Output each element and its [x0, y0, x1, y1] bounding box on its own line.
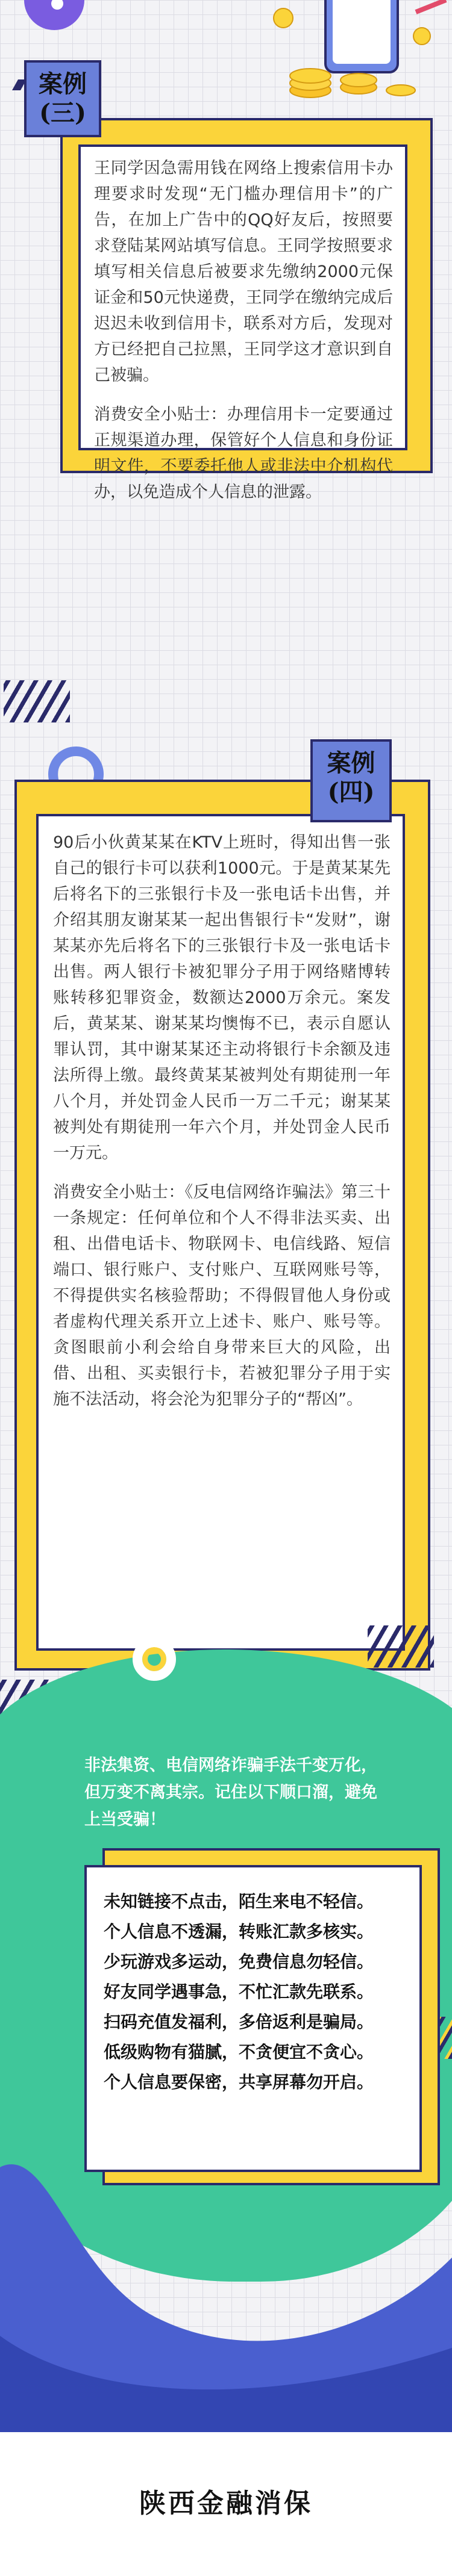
case3-label-line2: (三)	[39, 99, 86, 127]
rhyme-line: 低级购物有猫腻，不贪便宜不贪心。	[104, 2042, 374, 2062]
rhyme-line: 个人信息不透漏，转账汇款多核实。	[104, 1922, 374, 1941]
case4-label-line2: (四)	[327, 778, 375, 806]
rhyme-line: 未知链接不点击，陌生来电不轻信。	[104, 1892, 374, 1911]
case3-paragraph-story: 王同学因急需用钱在网络上搜索信用卡办理要求时发现“无门槛办理信用卡”的广告，在加上广告中的QQ好友后，按照要求登陆某网站填写信息。王同学按照要求填写相关信息后被要求先缴纳2000元保证金和50元快递费，王同学在缴纳完成后迟迟未收到信用卡，联系对方后，发现对方已经把自己拉黑，王同学这才意识到自己被骗。	[94, 159, 393, 385]
footer-title: 陕西金融消保	[139, 2488, 313, 2519]
rhyme-line: 好友同学遇事急，不忙汇款先联系。	[104, 1982, 374, 2002]
summary-intro: 非法集资、电信网络诈骗手法千变万化，但万变不离其宗。记住以下顺口溜，避免上当受骗！	[84, 1756, 377, 1829]
ring-decoration	[133, 1637, 176, 1681]
rhyme-line: 个人信息要保密，共享屏幕勿开启。	[104, 2072, 374, 2092]
case3-label	[24, 60, 101, 137]
stripes-decoration	[368, 1625, 434, 1668]
case4-paragraph-tip: 消费安全小贴士：《反电信网络诈骗法》第三十一条规定：任何单位和个人不得非法买卖、出租、出借电话卡、物联网卡、电信线路、短信端口、银行账户、支付账户、互联网账号等，不得提供实名核验帮助；不得假冒他人身份或者虚构代理关系开立上述卡、账户、账号等。贪图眼前小利会给自身带来巨大的风险，出借、出租、买卖银行卡，若被犯罪分子用于实施不法活动，将会沦为犯罪分子的“帮凶”。	[53, 1183, 391, 1409]
rhymes-card	[84, 1865, 422, 2172]
case3-paragraph-tip: 消费安全小贴士：办理信用卡一定要通过正规渠道办理，保管好个人信息和身份证明文件，不要委托他人或非法中介机构代办，以免造成个人信息的泄露。	[94, 405, 393, 501]
case4-label-line1: 案例	[327, 749, 375, 777]
footer	[0, 2432, 452, 2576]
rhyme-line: 扫码充值发福利，多倍返利是骗局。	[104, 2012, 374, 2032]
case3-card	[78, 144, 407, 501]
case3-body	[94, 155, 393, 518]
rhyme-line: 少玩游戏多运动，免费信息勿轻信。	[104, 1952, 374, 1972]
case3-label-line1: 案例	[39, 70, 87, 98]
case4-card	[36, 814, 405, 1651]
case4-label	[310, 739, 392, 822]
case4-body	[53, 830, 391, 1426]
case4-paragraph-story: 90后小伙黄某某在KTV上班时，得知出售一张自己的银行卡可以获利1000元。于是黄某某先后将名下的三张银行卡及一张电话卡出售，并介绍其朋友谢某某一起出售银行卡“发财”，谢某某亦先后将名下的三张银行卡及一张电话卡出售。两人银行卡被犯罪分子用于网络赌博转账转移犯罪资金，数额达2000万余元。案发后，黄某某、谢某某均懊悔不已，表示自愿认罪认罚，其中谢某某还主动将银行卡余额及违法所得上缴。最终黄某某被判处有期徒刑一年八个月，并处罚金人民币一万二千元；谢某某被判处有期徒刑一年六个月，并处罚金人民币一万元。	[53, 833, 391, 1162]
stripes-decoration	[4, 680, 70, 722]
rhymes-list	[104, 1887, 405, 2097]
